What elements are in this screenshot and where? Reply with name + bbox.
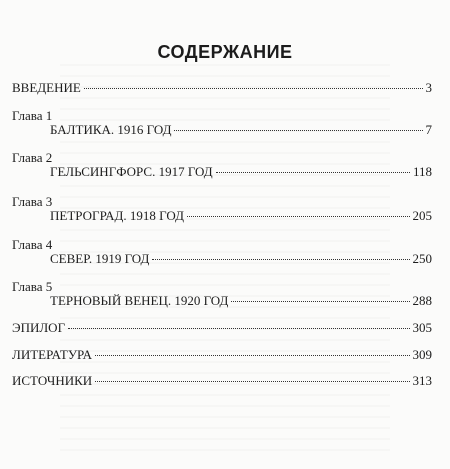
toc-entry-label: ГЕЛЬСИНГФОРС. 1917 ГОД — [50, 164, 213, 179]
toc-entry-label: ИСТОЧНИКИ — [12, 373, 93, 388]
dot-leader — [68, 328, 409, 329]
toc-entry-label: БАЛТИКА. 1916 ГОД — [50, 122, 172, 137]
dot-leader — [174, 130, 422, 131]
toc-page-number: 3 — [425, 80, 432, 95]
toc-entry-intro[interactable] — [12, 80, 432, 96]
toc-entry-label: ПЕТРОГРАД. 1918 ГОД — [50, 208, 184, 223]
toc-page-number: 250 — [412, 251, 432, 266]
toc-page-number: 7 — [425, 122, 432, 137]
toc-entry-label: ВВЕДЕНИЕ — [12, 80, 81, 95]
chapter-label: Глава 1 — [12, 108, 53, 123]
chapter-label: Глава 5 — [12, 279, 53, 294]
dot-leader — [231, 301, 409, 302]
dot-leader — [152, 259, 409, 260]
toc-entry-label: ТЕРНОВЫЙ ВЕНЕЦ. 1920 ГОД — [50, 293, 229, 308]
toc-entry-chapter-2[interactable] — [50, 164, 432, 180]
toc-page-number: 205 — [412, 208, 432, 223]
toc-entry-literature[interactable] — [12, 347, 432, 363]
toc-title: СОДЕРЖАНИЕ — [157, 42, 293, 62]
toc-entry-label: СЕВЕР. 1919 ГОД — [50, 251, 150, 266]
toc-page-number: 305 — [412, 320, 432, 335]
toc-page-number: 309 — [412, 347, 432, 362]
toc-page-number: 118 — [412, 164, 432, 179]
dot-leader — [84, 88, 423, 89]
toc-entry-label: ЛИТЕРАТУРА — [12, 347, 92, 362]
toc-entry-epilogue[interactable] — [12, 320, 432, 336]
dot-leader — [95, 381, 409, 382]
dot-leader — [216, 172, 410, 173]
toc-entry-sources[interactable] — [12, 373, 432, 389]
toc-entry-chapter-4[interactable] — [50, 251, 432, 267]
chapter-label: Глава 2 — [12, 150, 53, 165]
toc-entry-label: ЭПИЛОГ — [12, 320, 66, 335]
dot-leader — [187, 216, 410, 217]
chapter-label: Глава 3 — [12, 194, 53, 209]
chapter-label: Глава 4 — [12, 237, 53, 252]
toc-page-number: 288 — [412, 293, 432, 308]
toc-entry-chapter-1[interactable] — [50, 122, 432, 138]
toc-entry-chapter-5[interactable] — [50, 293, 432, 309]
dot-leader — [95, 355, 410, 356]
toc-entry-chapter-3[interactable] — [50, 208, 432, 224]
toc-page-number: 313 — [412, 373, 432, 388]
